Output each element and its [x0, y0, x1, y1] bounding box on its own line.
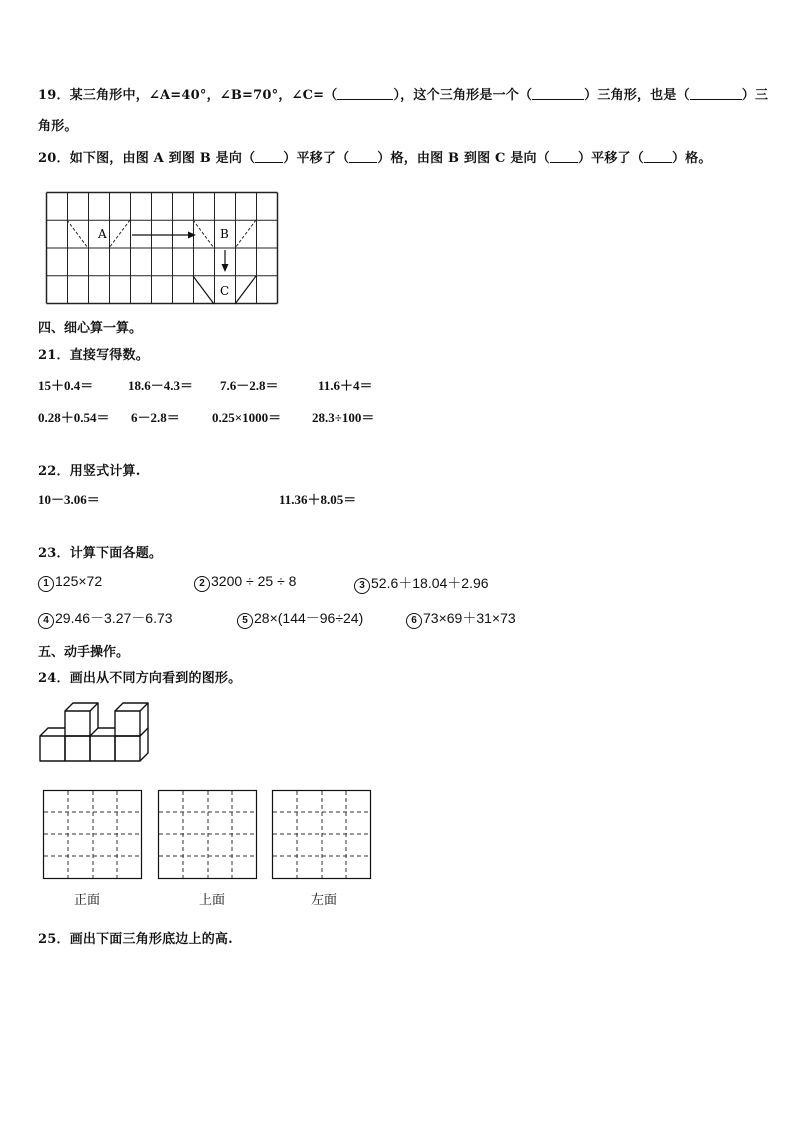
q25-title: 25．画出下面三角形底边上的高.: [38, 932, 233, 947]
q23-title: 23．计算下面各题。: [38, 546, 163, 561]
q21-r2-item1: 0.28＋0.54＝: [38, 410, 110, 425]
question-20-line: [38, 147, 712, 166]
q21-r1-item2: 18.6－4.3＝: [128, 378, 194, 393]
circled-number-5: 5: [237, 613, 253, 629]
q23-item6: [406, 608, 516, 629]
q21-r2-item4: 28.3÷100＝: [312, 410, 375, 425]
translation-grid-figure: [46, 192, 280, 304]
label-c: C: [220, 284, 230, 298]
q20-text-part3: ）格，由图 B 到图 C 是向（: [377, 151, 550, 166]
q23-item3-expr: 52.6＋18.04＋2.96: [371, 575, 489, 591]
q23-item5-expr: 28×(144－96÷24): [254, 610, 364, 626]
q23-item5: [237, 608, 363, 629]
q20-text-part5: ）格。: [671, 151, 712, 166]
q23-item4: [38, 608, 173, 629]
circled-number-4: 4: [38, 613, 54, 629]
q21-r1-item4: 11.6＋4＝: [318, 378, 373, 393]
q21-r1-item1: 15＋0.4＝: [38, 378, 94, 393]
q21-r2-item2: 6－2.8＝: [131, 410, 180, 425]
view-grid-front: [43, 790, 143, 880]
q19-blank-type1[interactable]: [532, 87, 584, 100]
q23-item2: [194, 573, 296, 592]
q20-text-part1: 如下图，由图 A 到图 B 是向（: [69, 151, 256, 166]
view-caption-left: 左面: [311, 893, 338, 908]
circled-number-2: 2: [194, 576, 210, 592]
q19-text-part1: 某三角形中，∠A=40°，∠B=70°，∠C=（: [69, 88, 338, 103]
q23-item1-expr: 125×72: [55, 573, 103, 589]
q20-text-part2: ）平移了（: [283, 151, 350, 166]
question-19-line1: [38, 84, 768, 103]
q23-item3: [354, 573, 489, 594]
label-a: A: [98, 227, 107, 241]
arrow-a-to-b: [132, 232, 196, 239]
q20-blank-dir2[interactable]: [550, 150, 578, 163]
q19-text-part2: ），这个三角形是一个（: [393, 88, 533, 103]
q21-r2-item3: 0.25×1000＝: [212, 410, 282, 425]
label-b: B: [220, 227, 229, 241]
q19-text-part3: ）三角形，也是（: [584, 88, 690, 103]
q21-r1-item3: 7.6－2.8＝: [220, 378, 279, 393]
q22-title: 22．用竖式计算.: [38, 464, 141, 479]
q20-blank-count2[interactable]: [644, 150, 672, 163]
view-grid-left: [272, 790, 372, 880]
circled-number-6: 6: [406, 613, 422, 629]
q22-item2: 11.36＋8.05＝: [279, 492, 357, 507]
q20-blank-count1[interactable]: [349, 150, 377, 163]
q19-blank-type2[interactable]: [690, 87, 742, 100]
q23-item6-expr: 73×69＋31×73: [423, 610, 516, 626]
q19-text-part4: ）三: [741, 88, 769, 103]
view-caption-front: 正面: [74, 893, 101, 908]
q19-blank-angle-c[interactable]: [337, 87, 393, 100]
section-4-heading: 四、细心算一算。: [38, 321, 143, 336]
q19-line2: 角形。: [38, 119, 78, 134]
q20-number: 20．: [38, 151, 70, 166]
q20-text-part4: ）平移了（: [577, 151, 644, 166]
q23-item1: [38, 573, 102, 592]
q24-title: 24．画出从不同方向看到的图形。: [38, 671, 242, 686]
q23-item4-expr: 29.46－3.27－6.73: [55, 610, 173, 626]
circled-number-1: 1: [38, 576, 54, 592]
view-caption-top: 上面: [199, 893, 226, 908]
arrow-b-to-c: [222, 250, 229, 272]
cube-stack-figure: [40, 700, 152, 764]
q23-item2-expr: 3200 ÷ 25 ÷ 8: [211, 573, 297, 589]
q21-title: 21．直接写得数。: [38, 348, 149, 363]
view-grid-top: [158, 790, 258, 880]
circled-number-3: 3: [354, 578, 370, 594]
section-5-heading: 五、动手操作。: [38, 645, 130, 660]
q22-item1: 10－3.06＝: [38, 492, 100, 507]
q19-number: 19．: [38, 88, 70, 103]
q20-blank-dir1[interactable]: [255, 150, 283, 163]
